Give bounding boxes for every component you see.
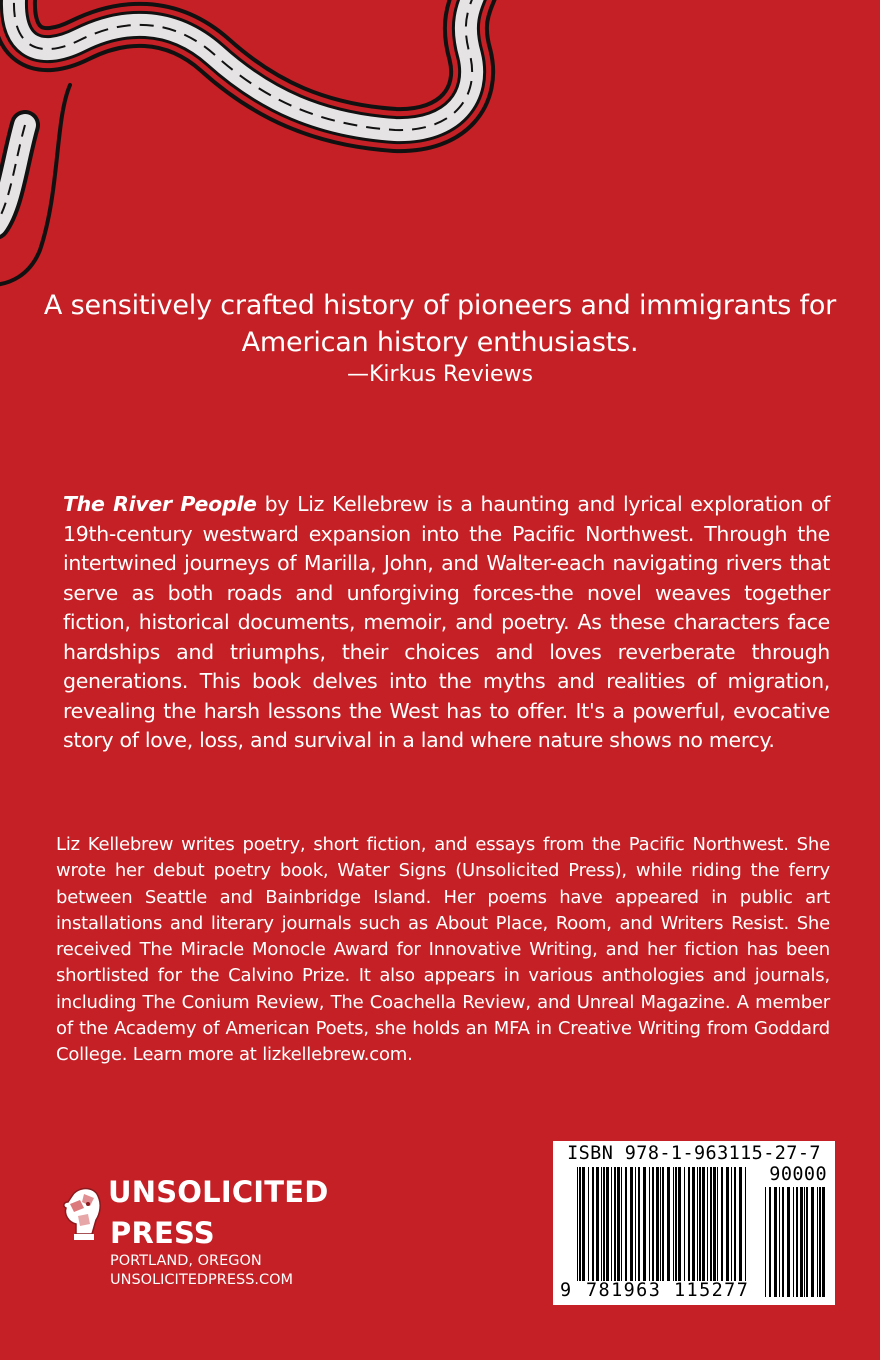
barcode-digits-right: 115277 xyxy=(674,1280,750,1301)
barcode-bar-17 xyxy=(643,1167,646,1281)
publisher-block xyxy=(58,1172,358,1302)
barcode-bar-19 xyxy=(652,1167,654,1281)
barcode-bar-11 xyxy=(617,1167,620,1281)
isbn-barcode xyxy=(553,1141,835,1305)
barcode-bar-0 xyxy=(577,1167,578,1281)
barcode-digit-lead: 9 xyxy=(560,1280,572,1301)
author-bio: Liz Kellebrew writes poetry, short fiction, and essays from the Pacific Northwest. She wrote her debut poetry book, Water Signs (Unsolicited Press), while riding the ferry between Seattle and Bainbridge Island. Her poems have appeared in public art installations and literary journals such as About Place, Room, and Writers Resist. She received The Miracle Monocle Award for Innovative Writing, and her fiction has been shortlisted for the Calvino Prize. It also appears in various anthologies and journals, including The Conium Review, The Coachella Review, and Unreal Magazine. A member of the Academy of American Poets, she holds an MFA in Creative Writing from Goddard College. Learn more at lizkellebrew.com. xyxy=(56,834,830,1066)
barcode-bar-24 xyxy=(673,1167,674,1281)
barcode-bar-42 xyxy=(745,1167,746,1281)
barcode-bar-26 xyxy=(678,1167,681,1281)
isbn-label: ISBN 978-1-963115-27-7 xyxy=(567,1143,821,1164)
barcode-bar-23 xyxy=(667,1167,670,1281)
barcode-bar-25 xyxy=(675,1167,677,1281)
barcode-bar-14 xyxy=(630,1167,633,1281)
barcode-bar-39 xyxy=(731,1167,732,1281)
barcode-bar-36 xyxy=(717,1167,718,1281)
barcode-bar-16 xyxy=(638,1167,640,1281)
barcode-bar-10 xyxy=(614,1167,616,1281)
barcode-bar-6 xyxy=(601,1167,602,1281)
barcode-bar-29 xyxy=(692,1167,695,1281)
barcode-bar-7 xyxy=(603,1167,605,1281)
barcode-digits xyxy=(553,1279,835,1303)
barcode-bar-4 xyxy=(592,1167,594,1281)
barcode-bar-22 xyxy=(662,1167,664,1281)
barcode-bar-21 xyxy=(660,1167,661,1281)
barcode-digits-left: 781963 xyxy=(586,1280,662,1301)
barcode-bar-27 xyxy=(684,1167,685,1281)
barcode-bar-18 xyxy=(649,1167,650,1281)
barcode-bar-38 xyxy=(726,1167,729,1281)
barcode-bar-8 xyxy=(606,1167,609,1281)
barcode-bar-37 xyxy=(721,1167,723,1281)
review-blurb xyxy=(40,287,840,389)
book-synopsis xyxy=(63,490,830,756)
barcode-bar-30 xyxy=(697,1167,698,1281)
barcode-bar-40 xyxy=(734,1167,736,1281)
review-quote xyxy=(40,287,840,361)
barcode-bar-15 xyxy=(635,1167,636,1281)
review-attribution: —Kirkus Reviews xyxy=(346,362,533,387)
barcode-bar-35 xyxy=(713,1167,716,1281)
barcode-bar-2 xyxy=(582,1167,585,1281)
barcode-bar-34 xyxy=(710,1167,712,1281)
barcode-bar-12 xyxy=(621,1167,622,1281)
mannequin-head-icon xyxy=(58,1182,108,1242)
synopsis-text: by Liz Kellebrew is a haunting and lyrical exploration of 19th-century westward expansion into the Pacific Northwest. Through the intertwined journeys of Marilla, John, and Walter-each navigating rivers that serve as both roads and unforgiving forces-the novel weaves together fiction, historical documents, memoir, and poetry. As these characters face hardships and triumphs, their choices and loves reverberate through generations. This book delves into the myths and realities of migration, revealing the harsh lessons the West has to offer. It's a powerful, evocative story of love, loss, and survival in a land where nature shows no mercy. xyxy=(63,492,830,752)
barcode-bar-5 xyxy=(596,1167,599,1281)
barcode-bar-9 xyxy=(611,1167,612,1281)
publisher-name-line-1: UNSOLICITED xyxy=(108,1175,329,1209)
river-illustration xyxy=(0,0,560,300)
review-quote-line-1: A sensitively crafted history of pioneers and immigrants for xyxy=(43,290,837,321)
publisher-website: UNSOLICITEDPRESS.COM xyxy=(110,1272,294,1288)
book-title: The River People xyxy=(63,492,257,516)
barcode-bar-41 xyxy=(739,1167,742,1281)
barcode-bar-28 xyxy=(688,1167,690,1281)
barcode-bar-20 xyxy=(656,1167,659,1281)
barcode-bar-1 xyxy=(579,1167,581,1281)
barcode-bar-13 xyxy=(625,1167,627,1281)
barcode-bar-33 xyxy=(707,1167,708,1281)
publisher-name-line-2: PRESS xyxy=(110,1216,215,1250)
barcode-bar-3 xyxy=(588,1167,589,1281)
publisher-city: PORTLAND, OREGON xyxy=(110,1253,262,1269)
review-quote-line-2: American history enthusiasts. xyxy=(241,327,639,358)
price-code: 90000 xyxy=(769,1164,827,1185)
barcode-bar-32 xyxy=(702,1167,705,1281)
barcode-bar-31 xyxy=(699,1167,701,1281)
